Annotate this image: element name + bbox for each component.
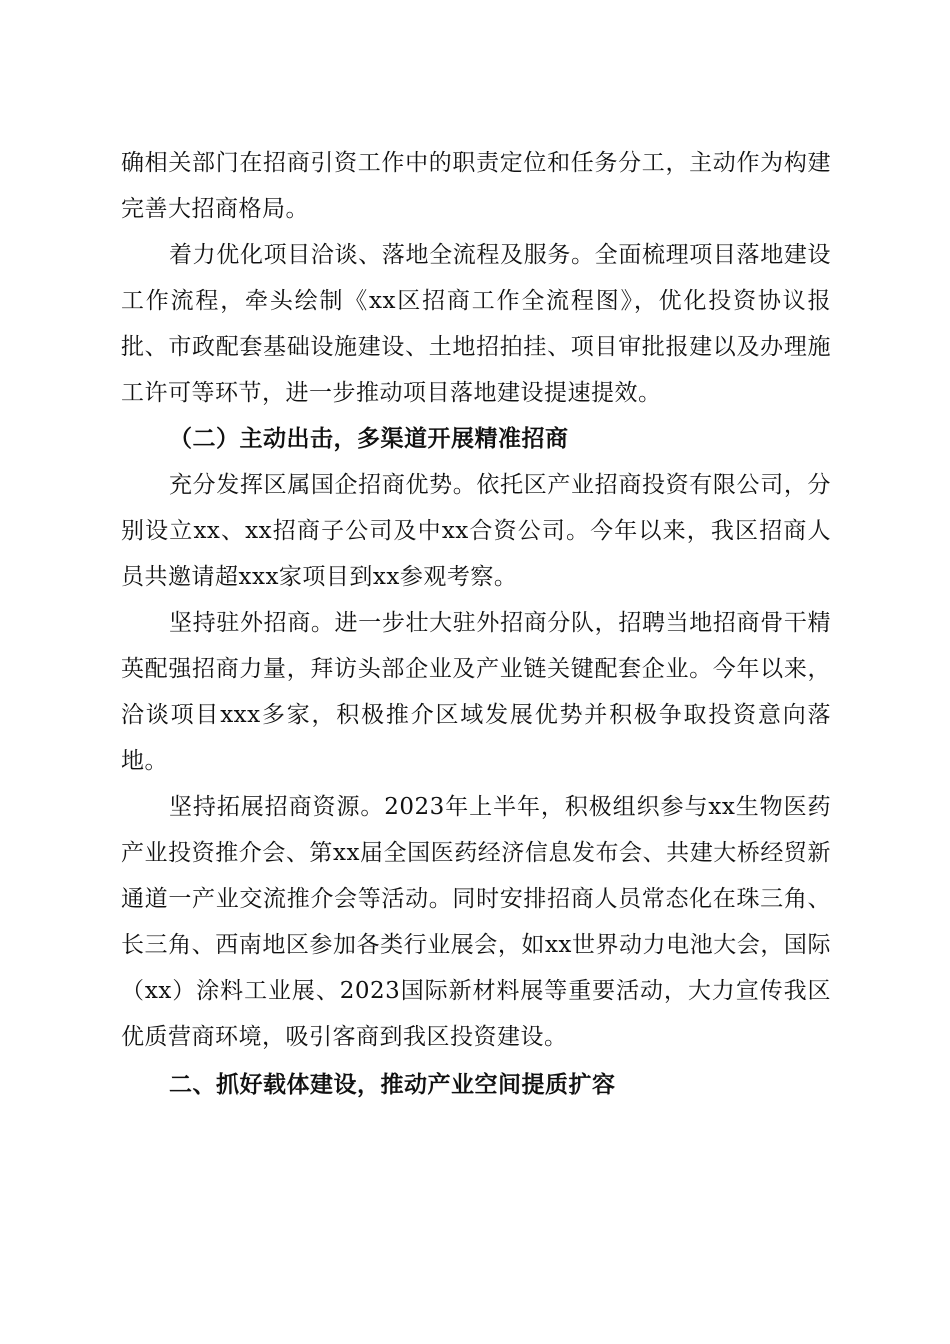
paragraph-expand-resources: 坚持拓展招商资源。2023年上半年，积极组织参与xx生物医药产业投资推介会、第xx届全国医药经济信息发布会、共建大桥经贸新通道一产业交流推介会等活动。同时安排招商人员常态化在珠三角、长三角、西南地区参加各类行业展会，如xx世界动力电池大会，国际（xx）涂料工业展、2023国际新材料展等重要活动，大力宣传我区优质营商环境，吸引客商到我区投资建设。 — [121, 794, 831, 1050]
document-body — [121, 140, 831, 1108]
paragraph-optimize-process: 着力优化项目洽谈、落地全流程及服务。全面梳理项目落地建设工作流程，牵头绘制《xx区招商工作全流程图》，优化投资协议报批、市政配套基础设施建设、土地招拍挂、项目审批报建以及办理施工许可等环节，进一步推动项目落地建设提速提效。 — [121, 242, 831, 406]
section-heading: 二、抓好载体建设，推动产业空间提质扩容 — [169, 1072, 616, 1098]
paragraph-external-investment: 坚持驻外招商。进一步壮大驻外招商分队，招聘当地招商骨干精英配强招商力量，拜访头部企业及产业链关键配套企业。今年以来，洽谈项目xxx多家，积极推介区域发展优势并积极争取投资意向落地。 — [121, 610, 831, 774]
paragraph-continuation: 确相关部门在招商引资工作中的职责定位和任务分工，主动作为构建完善大招商格局。 — [121, 150, 831, 222]
paragraph-state-enterprise: 充分发挥区属国企招商优势。依托区产业招商投资有限公司，分别设立xx、xx招商子公司及中xx合资公司。今年以来，我区招商人员共邀请超xxx家项目到xx参观考察。 — [121, 472, 831, 590]
section-subheading: （二）主动出击，多渠道开展精准招商 — [169, 426, 569, 452]
